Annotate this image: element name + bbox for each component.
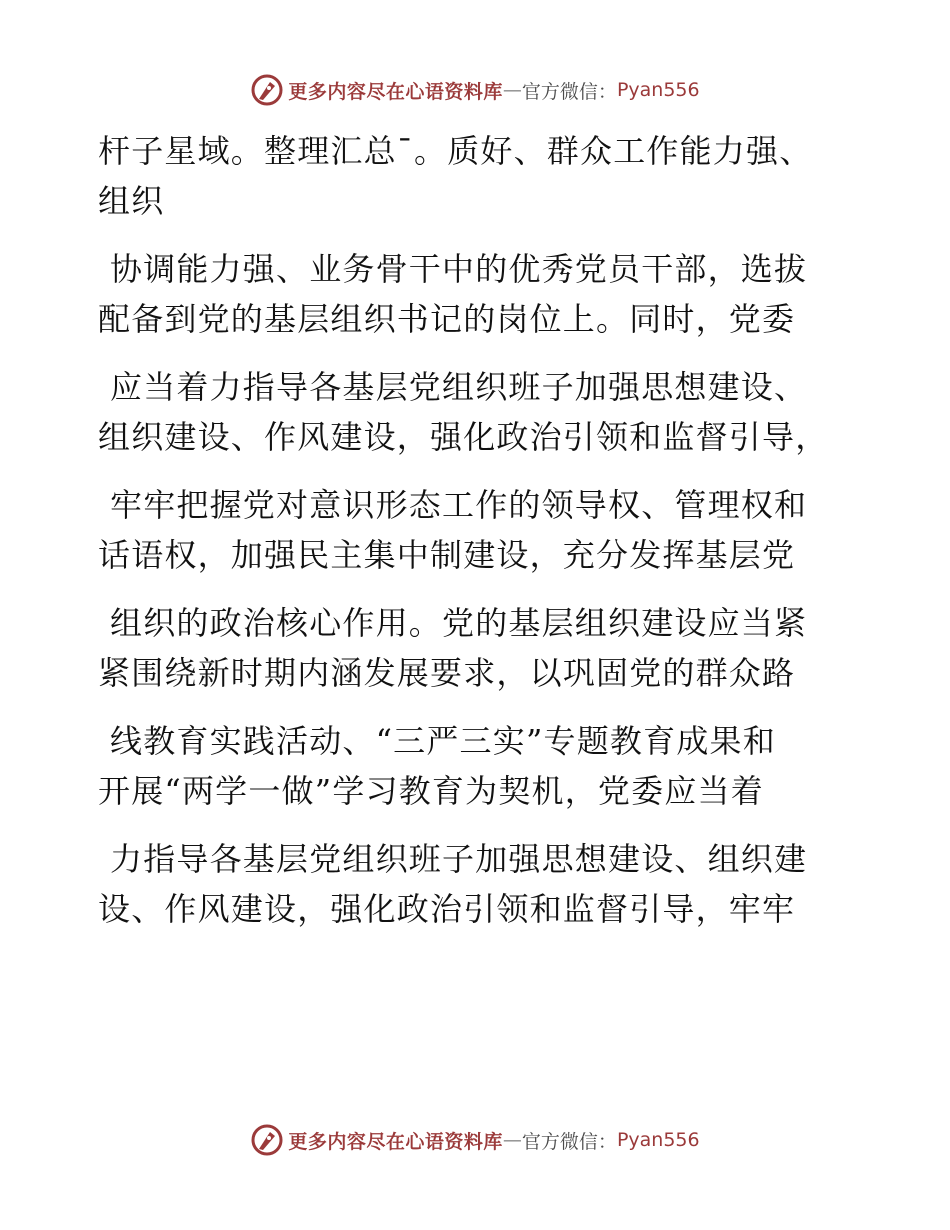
body-line: 配备到党的基层组织书记的岗位上。同时，党委 <box>98 300 796 338</box>
body-line: 组织建设、作风建设，强化政治引领和监督引导， <box>98 418 829 456</box>
wechat-label: 官方微信： <box>521 1130 617 1153</box>
wechat-label: 官方微信： <box>521 80 617 103</box>
body-line: 牢牢把握党对意识形态工作的领导权、管理权和 <box>110 486 808 524</box>
body-line: 开展“两学一做”学习教育为契机，党委应当着 <box>98 772 764 810</box>
body-line: 线教育实践活动、“三严三实”专题教育成果和 <box>110 722 776 760</box>
body-line: 组织的政治核心作用。党的基层组织建设应当紧 <box>110 604 808 642</box>
banner-dash: — <box>502 1129 522 1151</box>
wechat-id: Pyan556 <box>616 1129 700 1151</box>
body-line: 组织 <box>98 182 165 220</box>
banner-dash: — <box>502 79 522 101</box>
header-banner <box>0 70 950 110</box>
body-line: 协调能力强、业务骨干中的优秀党员干部，选拔 <box>110 250 808 288</box>
brand-text: 更多内容尽在心语资料库 <box>288 80 503 103</box>
body-line: 应当着力指导各基层党组织班子加强思想建设、 <box>110 368 808 406</box>
footer-banner <box>0 1120 950 1160</box>
body-line: 杆子星域。整理汇总¯。质好、群众工作能力强、 <box>98 132 813 170</box>
body-line: 话语权，加强民主集中制建设，充分发挥基层党 <box>98 536 796 574</box>
body-line: 力指导各基层党组织班子加强思想建设、组织建 <box>110 840 808 878</box>
document-body <box>98 120 838 932</box>
wechat-id: Pyan556 <box>616 79 700 101</box>
pen-nib-logo-icon <box>250 1123 284 1157</box>
body-line: 设、作风建设，强化政治引领和监督引导，牢牢 <box>98 890 796 928</box>
body-line: 紧围绕新时期内涵发展要求，以巩固党的群众路 <box>98 654 796 692</box>
pen-nib-logo-icon <box>250 73 284 107</box>
brand-text: 更多内容尽在心语资料库 <box>288 1130 503 1153</box>
